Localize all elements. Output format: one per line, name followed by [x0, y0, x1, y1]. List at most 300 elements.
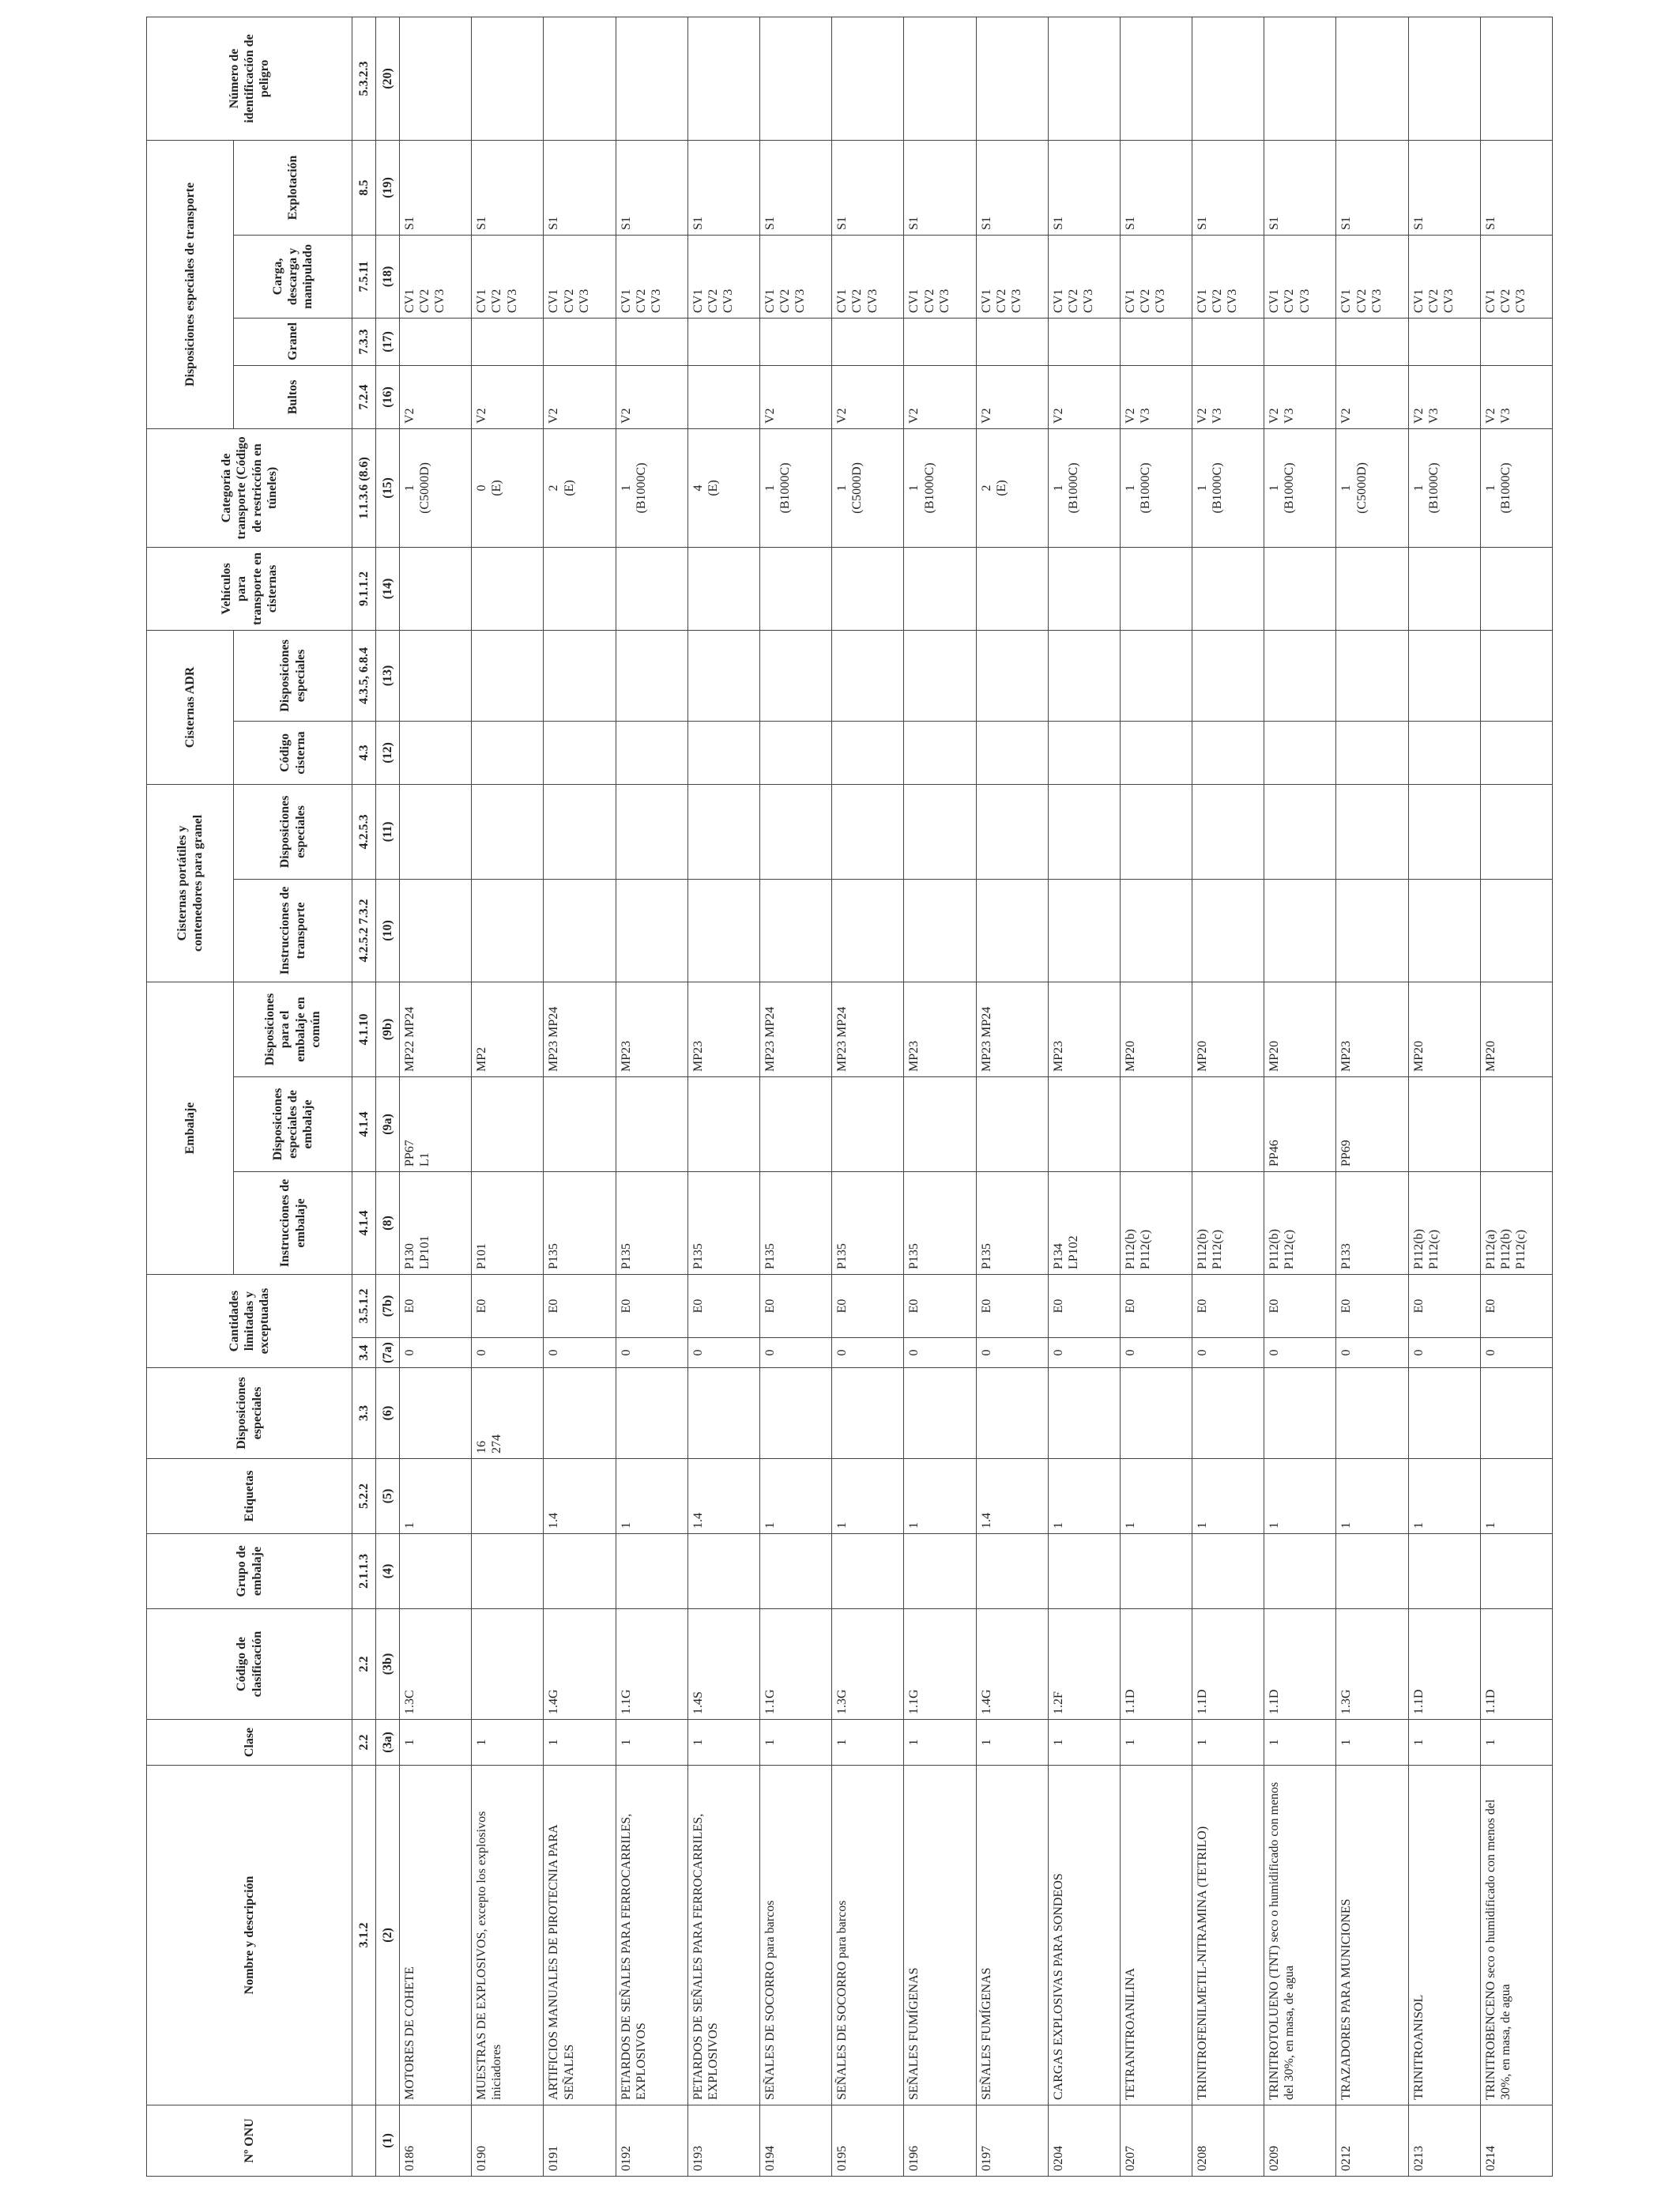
cell-cod-cist — [1408, 721, 1480, 784]
cell-emb-comun: MP23 — [616, 982, 687, 1076]
column-number-cell: (8) — [376, 1172, 400, 1275]
cell-codigo: 1.1G — [904, 1609, 976, 1720]
cell-line: V3 — [1283, 408, 1297, 424]
column-number-cell: (16) — [376, 365, 400, 428]
cell-granel — [1480, 318, 1552, 365]
header-categoria-transporte: Categoría de transporte (Código de restricción en túneles) — [147, 428, 352, 547]
cell-line: V2 — [1411, 408, 1426, 424]
cell-line: CV1 — [835, 288, 849, 313]
cell-peligro — [1336, 17, 1408, 140]
cell-adr-disp — [472, 630, 544, 721]
cell-bultos: V2 — [1048, 365, 1120, 428]
cell-categoria — [687, 428, 759, 547]
cell-line: CV3 — [649, 288, 663, 313]
cell-explot: S1 — [759, 140, 831, 235]
cell-categoria — [759, 428, 831, 547]
cell-disp — [1264, 1368, 1336, 1459]
cell-carga — [759, 235, 831, 318]
table-row — [1480, 17, 1552, 2176]
cell-line: CV3 — [1298, 288, 1312, 313]
cell-emb-comun: MP23 MP24 — [832, 982, 904, 1076]
column-number-cell: (13) — [376, 630, 400, 721]
cell-line: CV1 — [475, 288, 489, 313]
cell-peligro — [759, 17, 831, 140]
header-explotacion: Explotación — [234, 140, 352, 235]
cell-carga — [616, 235, 687, 318]
cell-instr — [1120, 1172, 1192, 1275]
cell-cp-instr — [687, 879, 759, 982]
reference-cell: 3.5.1.2 — [352, 1275, 376, 1338]
reference-cell: 7.2.4 — [352, 365, 376, 428]
cell-adr-disp — [759, 630, 831, 721]
cell-instr — [1264, 1172, 1336, 1275]
cell-emb-comun: MP20 — [1192, 982, 1264, 1076]
cell-cant-b: E0 — [1408, 1275, 1480, 1338]
cell-disp — [1336, 1368, 1408, 1459]
cell-disp-emb — [472, 1077, 544, 1172]
cell-name: TRINITROFENILMETIL-NITRAMINA (TETRILO) — [1192, 1766, 1264, 2105]
cell-etiquetas: 1 — [1264, 1459, 1336, 1534]
cell-carga — [1048, 235, 1120, 318]
cell-instr: P135 — [759, 1172, 831, 1275]
cell-disp-emb — [544, 1077, 616, 1172]
cell-granel — [976, 318, 1048, 365]
cell-carga — [1120, 235, 1192, 318]
cell-un: 0191 — [544, 2105, 616, 2177]
cell-peligro — [687, 17, 759, 140]
cell-grupo — [1120, 1534, 1192, 1609]
cell-line: P130 — [403, 1243, 416, 1269]
cell-grupo — [472, 1534, 544, 1609]
cell-line: CV3 — [1369, 288, 1384, 313]
cell-emb-comun: MP20 — [1264, 982, 1336, 1076]
cell-peligro — [1048, 17, 1120, 140]
cell-cp-instr — [1480, 879, 1552, 982]
header-name: Nombre y descripción — [147, 1766, 352, 2105]
cell-clase: 1 — [1336, 1720, 1408, 1766]
column-number-row — [376, 17, 400, 2176]
cell-categoria — [1480, 428, 1552, 547]
cell-peligro — [1192, 17, 1264, 140]
cell-bultos: V2 — [544, 365, 616, 428]
cell-etiquetas: 1 — [904, 1459, 976, 1534]
cell-cp-instr — [1192, 879, 1264, 982]
cell-cp-disp — [544, 784, 616, 879]
cell-cant-a: 0 — [832, 1338, 904, 1368]
cell-disp-emb — [832, 1077, 904, 1172]
cell-disp — [759, 1368, 831, 1459]
cell-explot: S1 — [1264, 140, 1336, 235]
cell-vehic — [1264, 547, 1336, 630]
cell-cant-b: E0 — [976, 1275, 1048, 1338]
cell-line: P112(b) — [1268, 1229, 1282, 1269]
cell-adr-disp — [1336, 630, 1408, 721]
cell-line: P134 — [1051, 1243, 1065, 1269]
cell-cp-disp — [1336, 784, 1408, 879]
reference-cell: 4.1.4 — [352, 1077, 376, 1172]
cell-line: (B1000C) — [1426, 462, 1441, 514]
cell-cant-a: 0 — [1120, 1338, 1192, 1368]
column-number-cell: (6) — [376, 1368, 400, 1459]
reference-cell — [352, 2105, 376, 2177]
cell-line: P112(b) — [1411, 1229, 1426, 1269]
cell-line: (E) — [994, 480, 1008, 496]
header-granel: Granel — [234, 318, 352, 365]
cell-cod-cist — [400, 721, 472, 784]
cell-line: V2 — [1196, 408, 1210, 424]
cell-line: P112(c) — [1139, 1229, 1153, 1269]
cell-adr-disp — [1408, 630, 1480, 721]
cell-instr — [400, 1172, 472, 1275]
column-number-cell: (19) — [376, 140, 400, 235]
cell-carga — [1480, 235, 1552, 318]
cell-disp-emb — [1120, 1077, 1192, 1172]
cell-line: L1 — [418, 1152, 432, 1167]
cell-line: CV2 — [994, 288, 1008, 313]
cell-line: CV1 — [1196, 288, 1210, 313]
cell-cp-instr — [400, 879, 472, 982]
cell-disp-emb — [1192, 1077, 1264, 1172]
cell-categoria — [616, 428, 687, 547]
cell-line: V3 — [1426, 408, 1441, 424]
cell-grupo — [1480, 1534, 1552, 1609]
cell-cant-b: E0 — [544, 1275, 616, 1338]
cell-line: CV3 — [433, 288, 447, 313]
cell-line: 1 — [1268, 484, 1282, 492]
cell-peligro — [1408, 17, 1480, 140]
cell-adr-disp — [1480, 630, 1552, 721]
header-instrucciones-transporte: Instrucciones de transporte — [234, 879, 352, 982]
cell-cp-instr — [904, 879, 976, 982]
cell-cod-cist — [1120, 721, 1192, 784]
cell-line: CV1 — [1339, 288, 1354, 313]
cell-line: P112(c) — [1211, 1229, 1225, 1269]
cell-cant-b: E0 — [687, 1275, 759, 1338]
cell-line: CV3 — [1514, 288, 1528, 313]
cell-disp — [544, 1368, 616, 1459]
cell-categoria — [976, 428, 1048, 547]
cell-adr-disp — [544, 630, 616, 721]
header-disp-especiales-transporte: Disposiciones especiales de transporte — [147, 140, 234, 428]
cell-bultos — [1264, 365, 1336, 428]
cell-cp-instr — [976, 879, 1048, 982]
cell-line: P112(b) — [1123, 1229, 1137, 1269]
cell-granel — [1264, 318, 1336, 365]
cell-line: CV3 — [937, 288, 951, 313]
cell-cod-cist — [544, 721, 616, 784]
cell-line: CV2 — [706, 288, 720, 313]
cell-adr-disp — [1192, 630, 1264, 721]
cell-cod-cist — [616, 721, 687, 784]
cell-bultos — [1192, 365, 1264, 428]
header-carga: Carga, descarga y manipulado — [234, 235, 352, 318]
cell-disp — [976, 1368, 1048, 1459]
cell-categoria — [400, 428, 472, 547]
cell-explot: S1 — [544, 140, 616, 235]
cell-cod-cist — [904, 721, 976, 784]
cell-instr: P135 — [904, 1172, 976, 1275]
reference-cell: 5.2.2 — [352, 1459, 376, 1534]
cell-vehic — [400, 547, 472, 630]
cell-line: P112(c) — [1283, 1229, 1297, 1269]
cell-grupo — [976, 1534, 1048, 1609]
header-cisternas-portatiles: Cisternas portátiles y contenedores para granel — [147, 784, 234, 982]
cell-categoria — [1192, 428, 1264, 547]
cell-clase: 1 — [1480, 1720, 1552, 1766]
cell-vehic — [832, 547, 904, 630]
cell-line: P112(b) — [1196, 1229, 1210, 1269]
cell-carga — [1192, 235, 1264, 318]
cell-cant-a: 0 — [1192, 1338, 1264, 1368]
cell-line: CV1 — [1483, 288, 1497, 313]
table-row — [1120, 17, 1192, 2176]
table-row — [544, 17, 616, 2176]
cell-line: CV3 — [1154, 288, 1168, 313]
cell-line: CV1 — [979, 288, 993, 313]
cell-clase: 1 — [832, 1720, 904, 1766]
cell-cp-disp — [759, 784, 831, 879]
cell-disp-emb: PP46 — [1264, 1077, 1336, 1172]
cell-disp — [1480, 1368, 1552, 1459]
cell-line: CV1 — [907, 288, 921, 313]
cell-cod-cist — [687, 721, 759, 784]
table-body — [400, 17, 1553, 2176]
cell-codigo: 1.1D — [1264, 1609, 1336, 1720]
cell-cp-instr — [472, 879, 544, 982]
cell-line: 16 — [475, 1441, 489, 1453]
cell-cp-disp — [472, 784, 544, 879]
cell-categoria — [904, 428, 976, 547]
column-number-cell: (3b) — [376, 1609, 400, 1720]
cell-categoria — [1120, 428, 1192, 547]
cell-cp-disp — [616, 784, 687, 879]
cell-cant-b: E0 — [1120, 1275, 1192, 1338]
cell-un: 0197 — [976, 2105, 1048, 2177]
cell-clase: 1 — [616, 1720, 687, 1766]
table-row — [1192, 17, 1264, 2176]
cell-un: 0194 — [759, 2105, 831, 2177]
cell-line: LP101 — [418, 1235, 432, 1269]
cell-line: (B1000C) — [922, 462, 936, 514]
cell-explot: S1 — [1408, 140, 1480, 235]
cell-instr: P133 — [1336, 1172, 1408, 1275]
cell-line: CV2 — [490, 288, 504, 313]
cell-name: TRAZADORES PARA MUNICIONES — [1336, 1766, 1408, 2105]
cell-peligro — [1264, 17, 1336, 140]
cell-etiquetas: 1.4 — [544, 1459, 616, 1534]
cell-un: 0213 — [1408, 2105, 1480, 2177]
cell-line: CV3 — [1226, 288, 1240, 313]
cell-bultos — [687, 365, 759, 428]
cell-instr: P135 — [832, 1172, 904, 1275]
cell-line: (B1000C) — [778, 462, 793, 514]
cell-clase: 1 — [1120, 1720, 1192, 1766]
cell-carga — [1264, 235, 1336, 318]
table-row — [616, 17, 687, 2176]
cell-line: CV1 — [691, 288, 705, 313]
cell-instr — [1192, 1172, 1264, 1275]
cell-cant-b: E0 — [1192, 1275, 1264, 1338]
cell-clase: 1 — [687, 1720, 759, 1766]
cell-line: CV2 — [418, 288, 432, 313]
header-adr-disposiciones-especiales: Disposiciones especiales — [234, 630, 352, 721]
cell-cant-b: E0 — [400, 1275, 472, 1338]
cell-cod-cist — [832, 721, 904, 784]
column-number-cell: (18) — [376, 235, 400, 318]
cell-carga — [400, 235, 472, 318]
table-row — [472, 17, 544, 2176]
column-number-cell: (1) — [376, 2105, 400, 2177]
cell-name: TRINITROANISOL — [1408, 1766, 1480, 2105]
cell-line: PP67 — [403, 1140, 416, 1167]
cell-line: CV1 — [619, 288, 633, 313]
cell-name: TRINITROTOLUENO (TNT) seco o humidificado con menos del 30%, en masa, de agua — [1264, 1766, 1336, 2105]
cell-grupo — [1336, 1534, 1408, 1609]
cell-grupo — [544, 1534, 616, 1609]
cell-explot: S1 — [1192, 140, 1264, 235]
column-number-cell: (4) — [376, 1534, 400, 1609]
table-row — [1048, 17, 1120, 2176]
cell-cant-b: E0 — [1336, 1275, 1408, 1338]
header-etiquetas: Etiquetas — [147, 1459, 352, 1534]
cell-disp — [1048, 1368, 1120, 1459]
cell-cp-disp — [1048, 784, 1120, 879]
cell-explot: S1 — [832, 140, 904, 235]
cell-clase: 1 — [1048, 1720, 1120, 1766]
cell-line: (B1000C) — [1139, 462, 1153, 514]
cell-codigo: 1.1G — [759, 1609, 831, 1720]
cell-line: CV1 — [1123, 288, 1137, 313]
cell-cp-disp — [400, 784, 472, 879]
column-number-cell: (7b) — [376, 1275, 400, 1338]
cell-emb-comun: MP2 — [472, 982, 544, 1076]
cell-cp-instr — [1120, 879, 1192, 982]
cell-cp-instr — [544, 879, 616, 982]
cell-disp — [400, 1368, 472, 1459]
cell-instr — [1408, 1172, 1480, 1275]
cell-cant-a: 0 — [904, 1338, 976, 1368]
cell-explot: S1 — [616, 140, 687, 235]
cell-emb-comun: MP20 — [1408, 982, 1480, 1076]
cell-disp-emb — [1408, 1077, 1480, 1172]
cell-etiquetas: 1 — [1192, 1459, 1264, 1534]
cell-adr-disp — [1048, 630, 1120, 721]
cell-cod-cist — [1264, 721, 1336, 784]
cell-line: CV3 — [1442, 288, 1456, 313]
cell-cant-a: 0 — [1264, 1338, 1336, 1368]
cell-categoria — [1336, 428, 1408, 547]
cell-un: 0190 — [472, 2105, 544, 2177]
header-un-no: Nº ONU — [147, 2105, 352, 2177]
cell-cp-instr — [1264, 879, 1336, 982]
cell-vehic — [1336, 547, 1408, 630]
cell-line: CV2 — [1354, 288, 1369, 313]
cell-disp — [687, 1368, 759, 1459]
cell-codigo: 1.1G — [616, 1609, 687, 1720]
cell-disp-emb: PP69 — [1336, 1077, 1408, 1172]
cell-line: CV1 — [1268, 288, 1282, 313]
cell-line: V2 — [1268, 408, 1282, 424]
cell-cant-a: 0 — [544, 1338, 616, 1368]
cell-instr: P135 — [544, 1172, 616, 1275]
cell-clase: 1 — [1264, 1720, 1336, 1766]
cell-line: (C5000D) — [1354, 462, 1369, 514]
cell-peligro — [904, 17, 976, 140]
cell-grupo — [1192, 1534, 1264, 1609]
cell-disp — [904, 1368, 976, 1459]
cell-bultos: V2 — [1336, 365, 1408, 428]
cell-cp-instr — [832, 879, 904, 982]
cell-etiquetas: 1 — [400, 1459, 472, 1534]
cell-instr: P135 — [616, 1172, 687, 1275]
cell-un: 0193 — [687, 2105, 759, 2177]
cell-line: P112(c) — [1426, 1229, 1441, 1269]
cell-peligro — [976, 17, 1048, 140]
cell-emb-comun: MP23 MP24 — [976, 982, 1048, 1076]
cell-categoria — [1048, 428, 1120, 547]
cell-cp-disp — [1480, 784, 1552, 879]
reference-cell: 4.2.5.2 7.3.2 — [352, 879, 376, 982]
cell-un: 0196 — [904, 2105, 976, 2177]
cell-cp-disp — [1192, 784, 1264, 879]
cell-name: ARTIFICIOS MANUALES DE PIROTECNIA PARA SEÑALES — [544, 1766, 616, 2105]
cell-codigo: 1.3G — [832, 1609, 904, 1720]
cell-disp — [616, 1368, 687, 1459]
reference-cell: 2.1.1.3 — [352, 1534, 376, 1609]
cell-line: P112(c) — [1514, 1229, 1528, 1269]
cell-line: V2 — [1123, 408, 1137, 424]
cell-vehic — [1048, 547, 1120, 630]
table-row — [759, 17, 831, 2176]
cell-categoria — [1264, 428, 1336, 547]
cell-bultos — [1120, 365, 1192, 428]
cell-codigo: 1.4G — [544, 1609, 616, 1720]
cell-disp-emb — [616, 1077, 687, 1172]
cell-line: V3 — [1139, 408, 1153, 424]
cell-bultos: V2 — [616, 365, 687, 428]
cell-vehic — [687, 547, 759, 630]
cell-cp-disp — [1408, 784, 1480, 879]
cell-cant-a: 0 — [1480, 1338, 1552, 1368]
cell-instr — [1048, 1172, 1120, 1275]
cell-line: CV3 — [721, 288, 736, 313]
cell-name: SEÑALES DE SOCORRO para barcos — [832, 1766, 904, 2105]
cell-peligro — [1480, 17, 1552, 140]
cell-line: CV3 — [793, 288, 808, 313]
header-vehiculos: Vehículos para transporte en cisternas — [147, 547, 352, 630]
cell-vehic — [616, 547, 687, 630]
cell-bultos: V2 — [759, 365, 831, 428]
reference-cell: 4.2.5.3 — [352, 784, 376, 879]
cell-granel — [544, 318, 616, 365]
cell-explot: S1 — [400, 140, 472, 235]
cell-vehic — [976, 547, 1048, 630]
cell-etiquetas — [472, 1459, 544, 1534]
cell-line: 4 — [691, 484, 705, 492]
cell-line: CV2 — [1499, 288, 1512, 313]
cell-emb-comun: MP23 — [687, 982, 759, 1076]
cell-cant-b: E0 — [616, 1275, 687, 1338]
column-number-cell: (12) — [376, 721, 400, 784]
cell-cp-disp — [832, 784, 904, 879]
cell-disp-emb — [1480, 1077, 1552, 1172]
cell-cp-instr — [1336, 879, 1408, 982]
cell-un: 0195 — [832, 2105, 904, 2177]
cell-line: 1 — [619, 484, 633, 492]
cell-granel — [904, 318, 976, 365]
cell-line: CV1 — [403, 288, 416, 313]
cell-cant-a: 0 — [400, 1338, 472, 1368]
